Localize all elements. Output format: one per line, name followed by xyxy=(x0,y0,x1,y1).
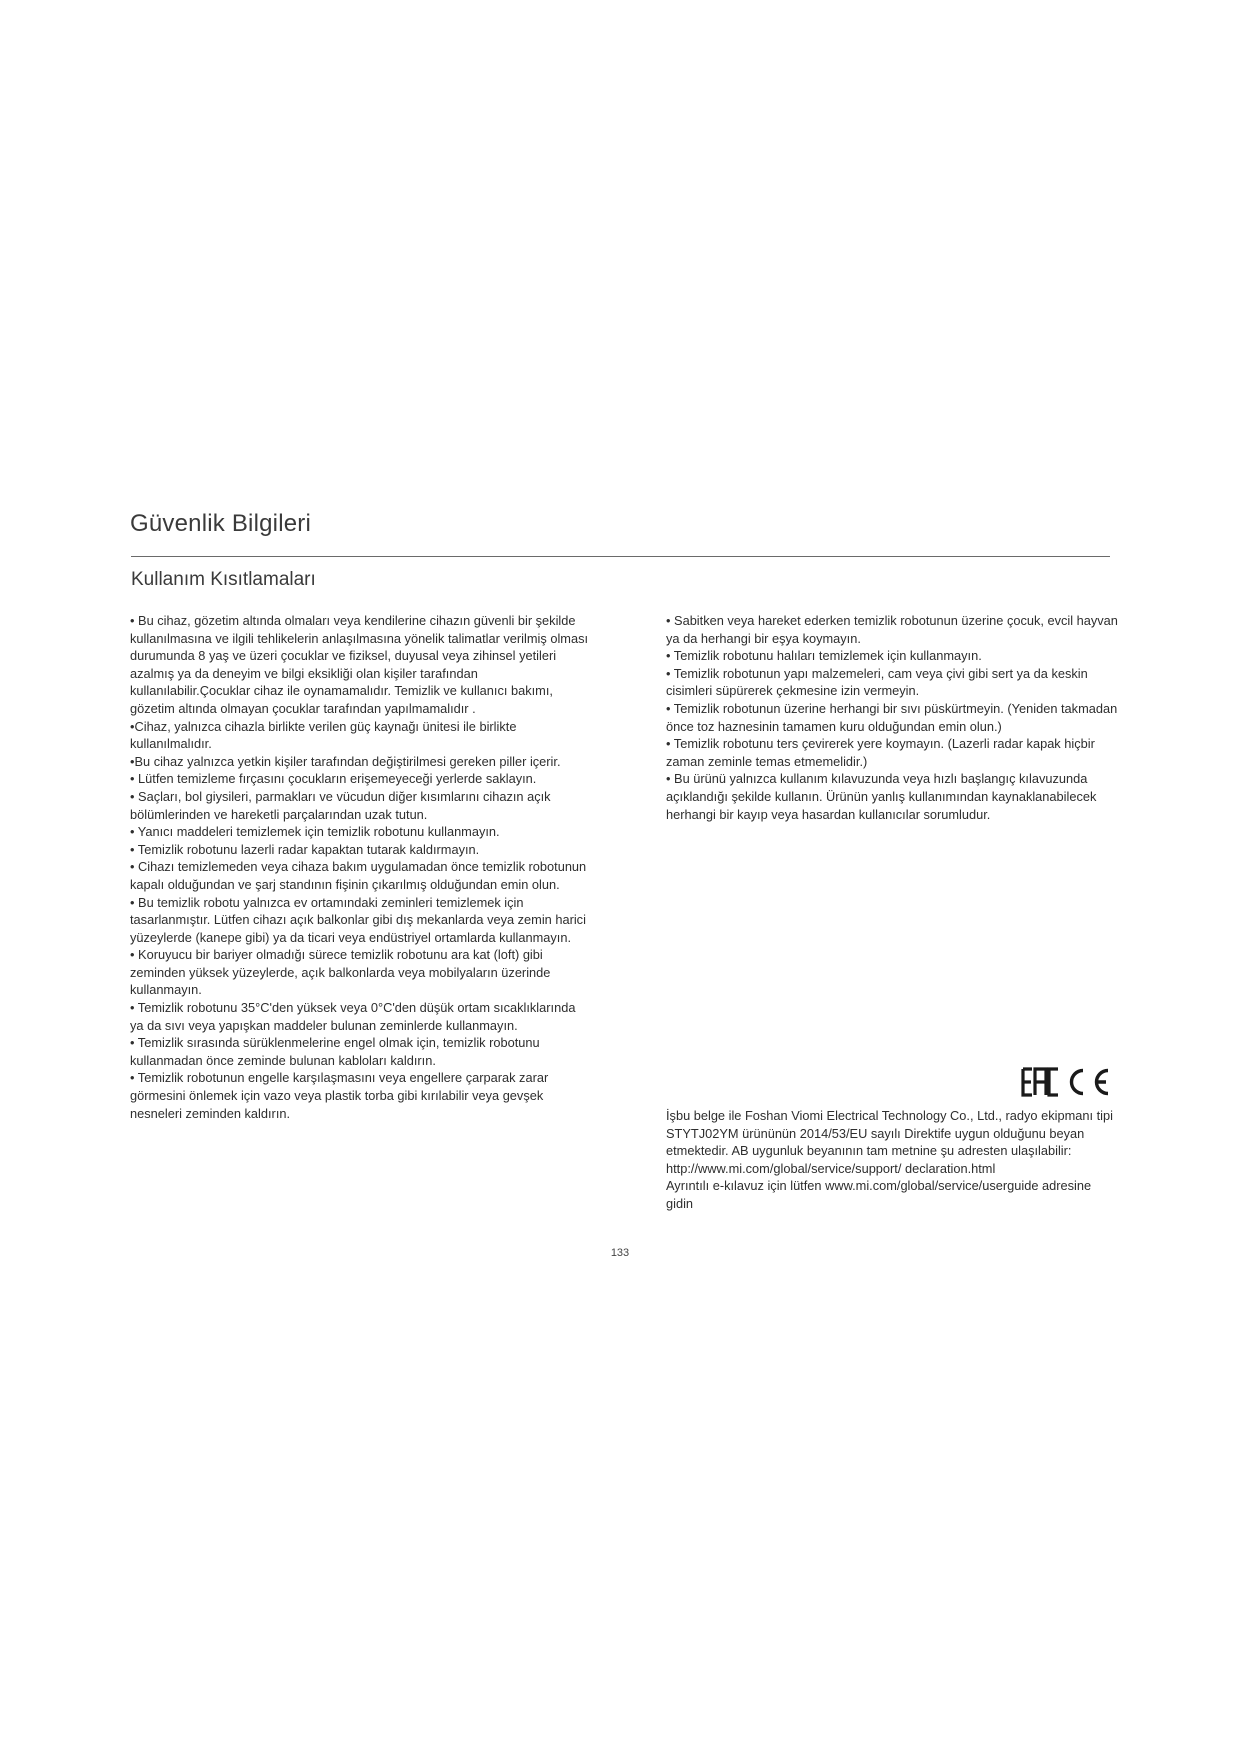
list-item: • Koruyucu bir bariyer olmadığı sürece temizlik robotunu ara kat (loft) gibi zeminden yüksek yüzeylerde, açık balkonlarda veya mobilyaların üzerinde kullanmayın. xyxy=(130,947,551,998)
list-item: • Saçları, bol giysileri, parmakları ve vücudun diğer kısımlarını cihazın açık bölümlerinden ve hareketli parçalarından uzak tutun. xyxy=(130,788,551,822)
page-title: Güvenlik Bilgileri xyxy=(130,510,311,537)
list-item: •Bu cihaz yalnızca yetkin kişiler tarafından değiştirilmesi gereken piller içerir. xyxy=(130,753,561,769)
list-item: • Bu cihaz, gözetim altında olmaları veya kendilerine cihazın güvenli bir şekilde kullanılmasına ve ilgili tehlikelerin anlaşılmasına yönelik talimatlar verilmiş olması durumunda 8 yaş ve üzeri çocuklar ve fiziksel, duyusal veya zihinsel yetileri azalmış ya da deneyim ve bilgi eksikliği olan kişiler tarafından kullanılabilir.Çocuklar cihaz ile oynamamalıdır. Temizlik ve kullanıcı bakımı, gözetim altında olmayan çocuklar tarafından yapılmamalıdır . xyxy=(130,613,589,716)
list-item: • Bu ürünü yalnızca kullanım kılavuzunda veya hızlı başlangıç kılavuzunda açıklandığı şekilde kullanın. Ürünün yanlış kullanımından kaynaklanabilecek herhangi bir kayıp veya hasardan kullanıcılar sorumludur. xyxy=(666,771,1097,822)
section-title: Kullanım Kısıtlamaları xyxy=(131,569,316,590)
ce-mark-icon xyxy=(1072,1071,1109,1094)
title-divider xyxy=(131,556,1110,557)
list-item: • Bu temizlik robotu yalnızca ev ortamındaki zeminleri temizlemek için tasarlanmıştır. Lütfen cihazı açık balkonlar gibi dış mekanlarda veya zemin harici yüzeylerde (kanepe gibi) ya da ticari veya endüstriyel ortamlarda kullanmayın. xyxy=(130,894,586,945)
left-column xyxy=(130,612,590,1122)
list-item: • Temizlik robotunu lazerli radar kapaktan tutarak kaldırmayın. xyxy=(130,841,480,857)
right-column xyxy=(666,612,1118,823)
declaration-text: İşbu belge ile Foshan Viomi Electrical Technology Co., Ltd., radyo ekipmanı tipi STYTJ02YM ürününün 2014/53/EU sayılı Direktife uygun olduğunu beyan etmektedir. AB uygunluk beyanının tam metnine şu adresten ulaşılabilir: http://www.mi.com/global/service/support/ declaration.html xyxy=(666,1108,1113,1176)
certification-marks xyxy=(1021,1066,1113,1098)
list-item: • Temizlik sırasında sürüklenmelerine engel olmak için, temizlik robotunu kullanmadan önce zeminde bulunan kabloları kaldırın. xyxy=(130,1035,540,1068)
list-item: • Sabitken veya hareket ederken temizlik robotunun üzerine çocuk, evcil hayvan ya da herhangi bir eşya koymayın. xyxy=(666,613,1118,646)
list-item: • Temizlik robotunun üzerine herhangi bir sıvı püskürtmeyin. (Yeniden takmadan önce toz haznesinin tamamen kuru olduğundan emin olun.) xyxy=(666,700,1118,734)
list-item: • Temizlik robotunun yapı malzemeleri, cam veya çivi gibi sert ya da keskin cisimleri süpürerek çekmesine izin vermeyin. xyxy=(666,665,1088,699)
userguide-text: Ayrıntılı e-kılavuz için lütfen www.mi.com/global/service/userguide adresine gidin xyxy=(666,1178,1092,1211)
list-item: • Temizlik robotunu ters çevirerek yere koymayın. (Lazerli radar kapak hiçbir zaman zeminle temas etmemelidir.) xyxy=(666,736,1095,769)
eac-mark-icon xyxy=(1023,1069,1058,1095)
list-item: • Temizlik robotunun engelle karşılaşmasını veya engellere çarparak zarar görmesini önlemek için vazo veya plastik torba gibi kırılabilir veya gevşek nesneleri zeminden kaldırın. xyxy=(130,1070,549,1121)
certification-marks-graphic xyxy=(1021,1066,1113,1098)
list-item: •Cihaz, yalnızca cihazla birlikte verilen güç kaynağı ünitesi ile birlikte kullanılmalıdır. xyxy=(130,718,517,752)
list-item: • Yanıcı maddeleri temizlemek için temizlik robotunu kullanmayın. xyxy=(130,824,500,840)
list-item: • Cihazı temizlemeden veya cihaza bakım uygulamadan önce temizlik robotunun kapalı olduğundan ve şarj standının fişinin çıkarılmış olduğundan emin olun. xyxy=(130,859,587,892)
list-item: • Temizlik robotunu 35°C'den yüksek veya 0°C'den düşük ortam sıcaklıklarında ya da sıvı veya yapışkan maddeler bulunan zeminlerde kullanmayın. xyxy=(130,1000,576,1033)
conformity-statement xyxy=(666,1107,1118,1213)
list-item: • Lütfen temizleme fırçasını çocukların erişemeyeceği yerlerde saklayın. xyxy=(130,771,537,787)
list-item: • Temizlik robotunu halıları temizlemek için kullanmayın. xyxy=(666,648,982,664)
page-number: 133 xyxy=(610,1247,630,1259)
